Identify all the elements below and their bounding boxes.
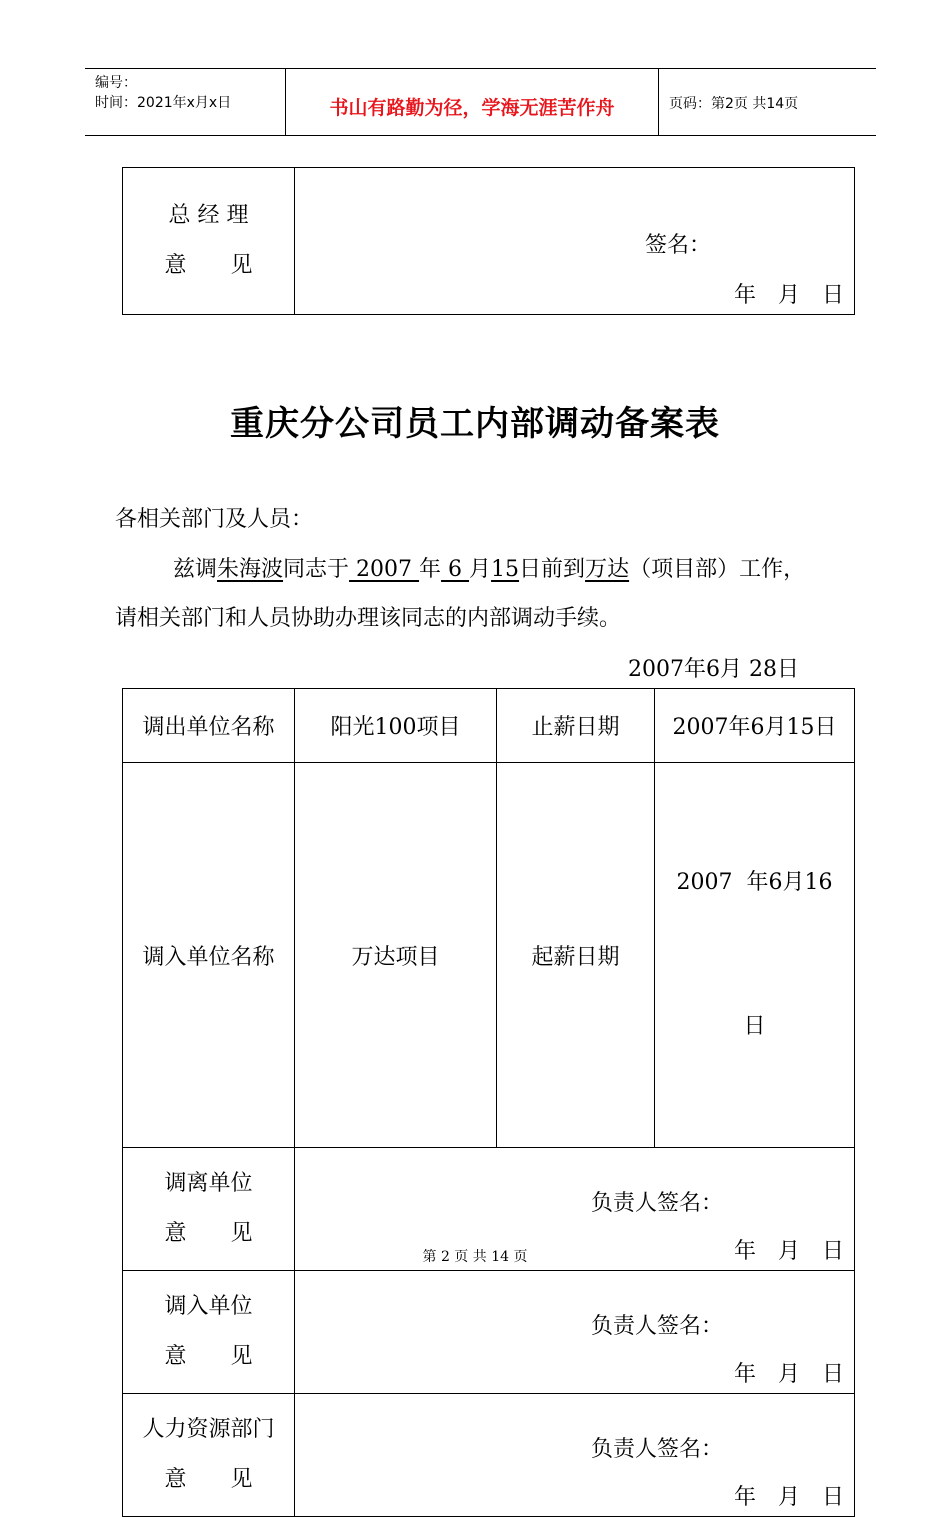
- hr-dept-label: 人力资源部门 意 见: [123, 1394, 295, 1517]
- page-title: 重庆分公司员工内部调动备案表: [230, 404, 720, 444]
- page-footer: 第 2 页 共 14 页: [422, 1249, 528, 1265]
- leaving-unit-label: 调离单位 意 见: [123, 1148, 295, 1271]
- body-line2: 请相关部门和人员协助办理该同志的内部调动手续。: [115, 606, 622, 631]
- start-pay-value[interactable]: 2007 年6月16 日: [655, 763, 855, 1148]
- gm-label-line1: 总 经 理: [168, 203, 249, 228]
- document-date: 2007年6月 28日: [628, 657, 799, 682]
- receiving-unit-sign-label: 负责人签名：: [591, 1314, 724, 1339]
- gm-opinion-cell[interactable]: [295, 168, 855, 315]
- leaving-unit-date-line: 年 月 日: [733, 1239, 844, 1264]
- gm-sign-label: 签名：: [645, 233, 712, 258]
- hr-dept-sign-label: 负责人签名：: [591, 1437, 724, 1462]
- leaving-unit-sign-label: 负责人签名：: [591, 1191, 724, 1216]
- destination: 万达: [585, 557, 630, 582]
- transfer-table: [122, 688, 855, 1517]
- hr-dept-opinion[interactable]: [295, 1394, 855, 1517]
- out-unit-label: 调出单位名称: [123, 689, 295, 763]
- body-line1: 兹调朱海波同志于 2007 年 6 月15日前到万达（项目部）工作，: [173, 557, 806, 582]
- stop-pay-value[interactable]: 2007年6月15日: [655, 689, 855, 763]
- gm-opinion-table: [122, 167, 855, 315]
- salutation: 各相关部门及人员：: [115, 507, 314, 532]
- page-header: [85, 68, 876, 136]
- employee-name: 朱海波: [217, 557, 284, 582]
- transfer-year: 2007: [349, 557, 420, 582]
- transfer-day: 15: [491, 557, 520, 582]
- header-motto: 书山有路勤为径，学海无涯苦作舟: [286, 69, 659, 135]
- receiving-unit-date-line: 年 月 日: [733, 1362, 844, 1387]
- hr-dept-date-line: 年 月 日: [733, 1485, 844, 1510]
- gm-date-line: 年 月 日: [733, 283, 844, 308]
- gm-label-cell: [123, 168, 295, 315]
- time-label: 时间：2021年x月x日: [95, 95, 232, 111]
- number-label: 编号：: [95, 75, 137, 91]
- in-unit-label: 调入单位名称: [123, 763, 295, 1148]
- transfer-month: 6: [441, 557, 470, 582]
- header-left: [85, 69, 286, 135]
- header-page-label: 页码：第2页 共14页: [669, 96, 799, 112]
- receiving-unit-opinion[interactable]: [295, 1271, 855, 1394]
- in-unit-value[interactable]: 万达项目: [295, 763, 497, 1148]
- out-unit-value[interactable]: 阳光100项目: [295, 689, 497, 763]
- receiving-unit-label: 调入单位 意 见: [123, 1271, 295, 1394]
- gm-label-line2: 意 见: [164, 253, 253, 278]
- start-pay-label: 起薪日期: [497, 763, 655, 1148]
- stop-pay-label: 止薪日期: [497, 689, 655, 763]
